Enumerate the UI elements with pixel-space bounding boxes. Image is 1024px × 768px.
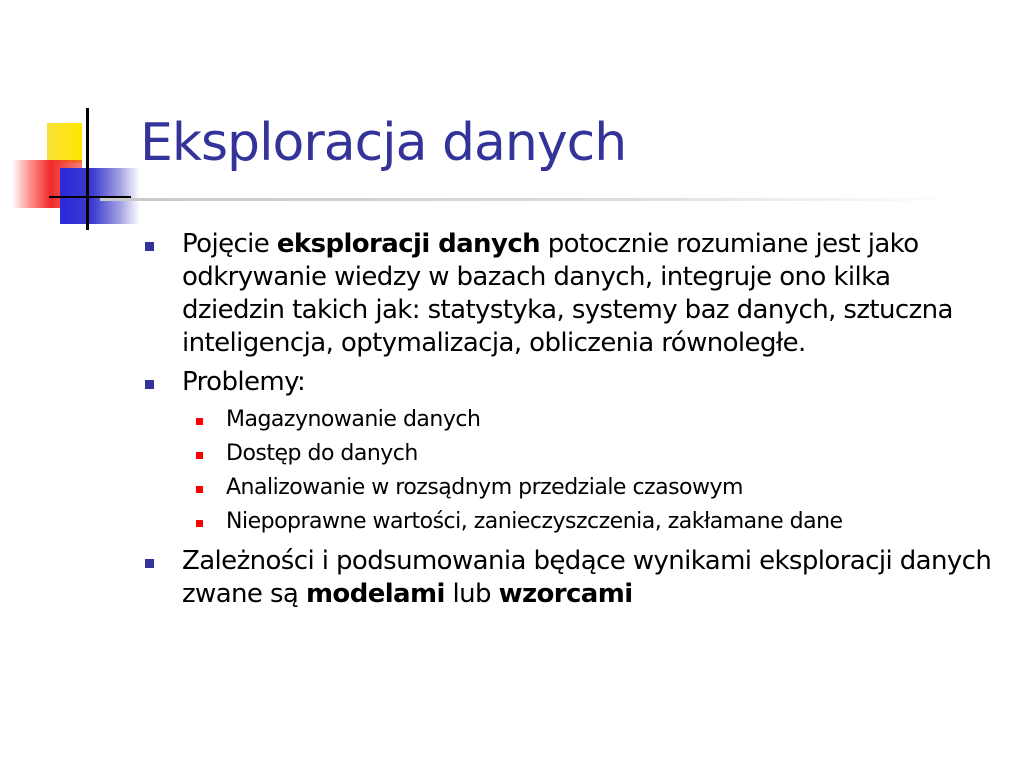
sub-bullet-item bbox=[142, 507, 992, 537]
sub-bullet-text: Analizowanie w rozsądnym przedziale czasowym bbox=[226, 475, 743, 500]
corner-logo-icon bbox=[0, 0, 140, 240]
slide-body bbox=[142, 228, 992, 617]
bullet-text: Zależności i podsumowania będące wynikami eksploracji danych zwane są bbox=[182, 546, 992, 609]
square-bullet-icon bbox=[145, 559, 154, 568]
bullet-bold-text: modelami bbox=[305, 579, 445, 609]
square-bullet-icon bbox=[196, 486, 203, 493]
sub-bullet-item bbox=[142, 405, 992, 435]
sub-bullet-item bbox=[142, 473, 992, 503]
square-bullet-icon bbox=[196, 452, 203, 459]
bullet-item bbox=[142, 545, 992, 611]
slide-title: Eksploracja danych bbox=[140, 113, 627, 173]
bullet-item bbox=[142, 228, 992, 360]
bullet-bold-text: eksploracji danych bbox=[276, 229, 541, 259]
bullet-text: Pojęcie bbox=[182, 229, 277, 259]
square-bullet-icon bbox=[196, 418, 203, 425]
sub-bullet-item bbox=[142, 439, 992, 469]
bullet-text: Problemy: bbox=[182, 367, 306, 397]
title-divider bbox=[100, 198, 960, 201]
logo-vertical-line bbox=[86, 108, 89, 230]
bullet-bold-text: wzorcami bbox=[498, 579, 633, 609]
square-bullet-icon bbox=[145, 380, 154, 389]
bullet-text: potocznie rozumiane jest jako odkrywanie wiedzy w bazach danych, integruje ono kilka dziedzin takich jak: statystyka, systemy baz danych, sztuczna inteligencja, optymalizacja, obliczenia równoległe. bbox=[182, 229, 953, 358]
bullet-text: lub bbox=[444, 579, 499, 609]
sub-bullet-text: Magazynowanie danych bbox=[226, 407, 481, 432]
sub-bullet-text: Niepoprawne wartości, zanieczyszczenia, zakłamane dane bbox=[226, 509, 843, 534]
logo-yellow-square bbox=[47, 123, 82, 163]
square-bullet-icon bbox=[196, 520, 203, 527]
sub-bullet-text: Dostęp do danych bbox=[226, 441, 418, 466]
bullet-item bbox=[142, 366, 992, 399]
square-bullet-icon bbox=[145, 242, 154, 251]
